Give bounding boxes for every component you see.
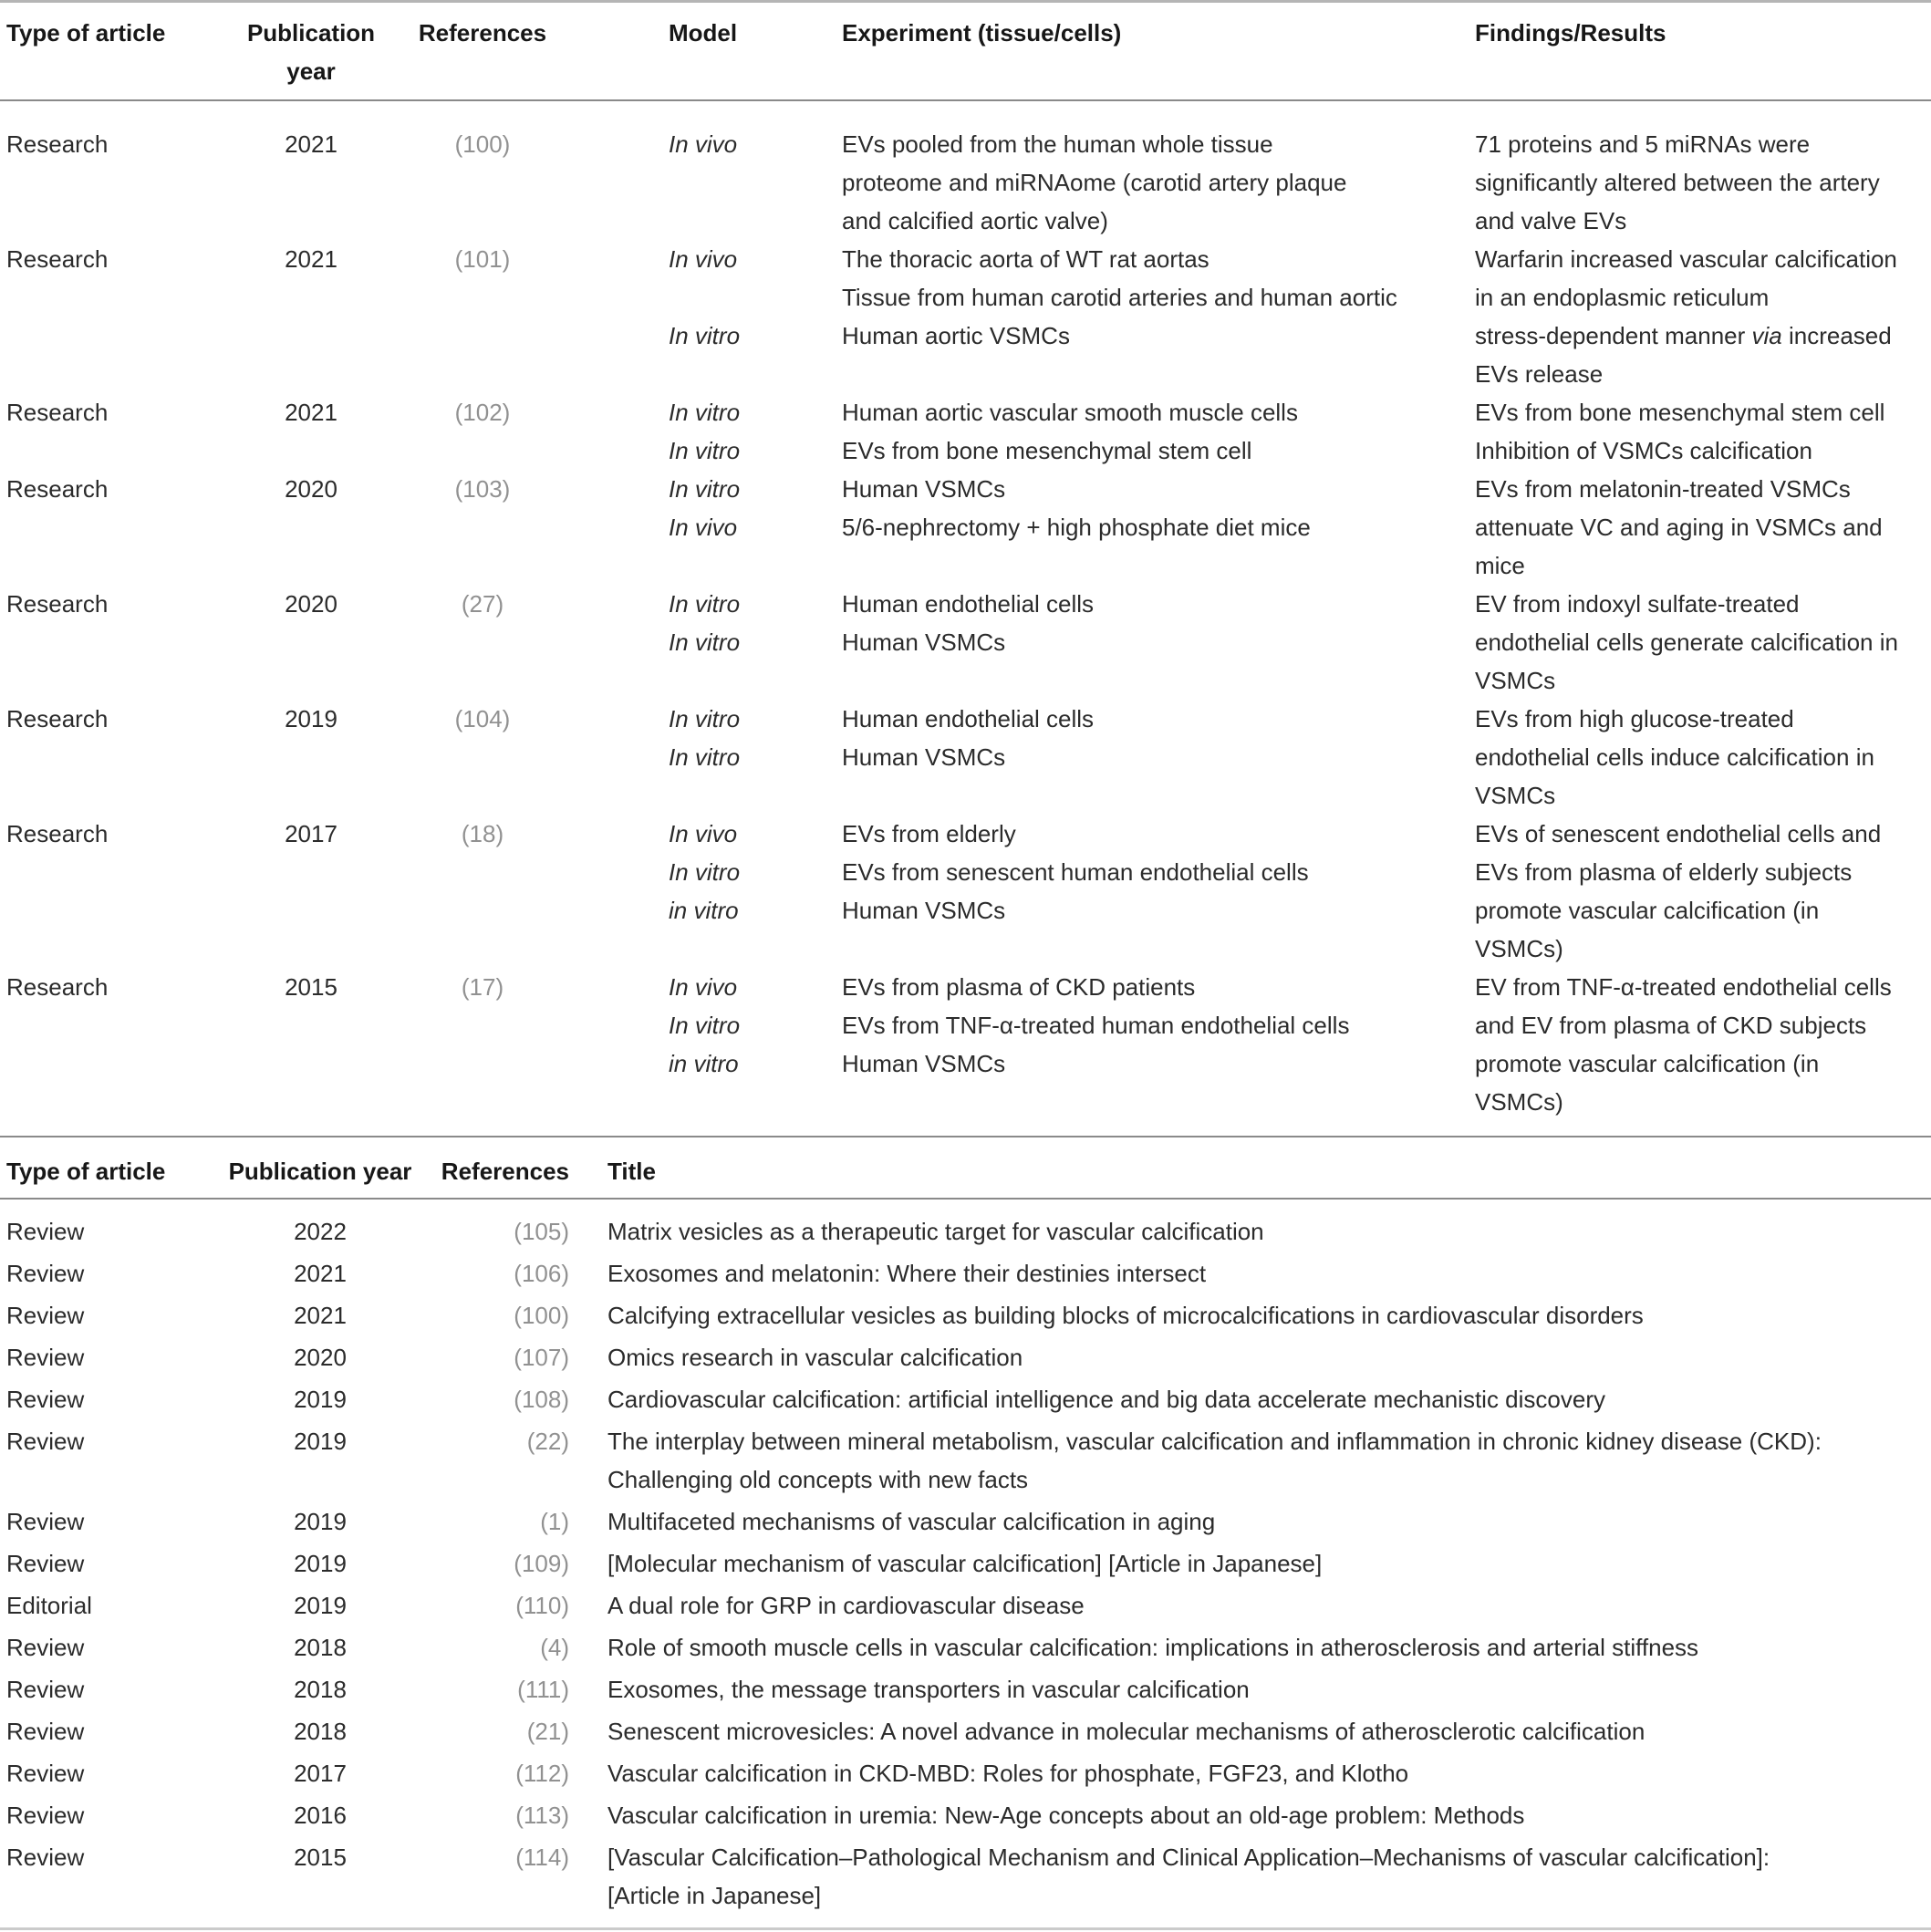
experiment-cell (842, 585, 1466, 700)
publication-year-cell: 2019 (294, 1550, 347, 1577)
table-row (0, 1254, 1931, 1293)
title-cell (591, 1838, 1931, 1915)
findings-line: EV from indoxyl sulfate-treated (1475, 590, 1800, 618)
table1-header-type: Type of article (6, 19, 166, 47)
article-type-cell: Research (6, 820, 109, 847)
table-row (0, 1544, 1931, 1583)
experiment-line: Tissue from human carotid arteries and human aortic (842, 284, 1397, 311)
experiment-cell (842, 700, 1466, 815)
publication-year-cell: 2019 (294, 1592, 347, 1619)
experiment-line: Human aortic vascular smooth muscle cells (842, 399, 1298, 426)
title-line: Calcifying extracellular vesicles as building blocks of microcalcifications in cardiovascular disorders (607, 1302, 1644, 1329)
reference-cell: (110) (515, 1592, 569, 1619)
publication-year-cell: 2021 (285, 245, 337, 273)
reference-cell: (100) (454, 130, 511, 158)
article-type-cell: Research (6, 399, 109, 426)
model-line: In vivo (669, 514, 738, 541)
title-cell (591, 1796, 1931, 1834)
title-cell (591, 1754, 1931, 1792)
model-line: In vitro (669, 590, 741, 618)
table-row (0, 968, 1931, 1121)
findings-cell (1466, 700, 1931, 815)
model-cell (574, 700, 842, 815)
experiment-line: and calcified aortic valve) (842, 207, 1108, 234)
reference-cell: (103) (454, 475, 511, 503)
article-type-cell: Review (6, 1760, 85, 1787)
findings-cell (1466, 470, 1931, 585)
findings-line: VSMCs) (1475, 935, 1563, 962)
title-cell (591, 1296, 1931, 1335)
publication-year-cell: 2018 (294, 1634, 347, 1661)
experiment-line: Human endothelial cells (842, 705, 1095, 732)
experiment-line: EVs pooled from the human whole tissue (842, 130, 1273, 158)
reference-cell: (114) (515, 1844, 569, 1871)
experiment-line: Human VSMCs (842, 475, 1006, 503)
table-row (0, 1796, 1931, 1834)
table2-header-year: Publication year (228, 1158, 412, 1185)
table2-header-row (0, 1137, 1931, 1198)
findings-line: in an endoplasmic reticulum (1475, 284, 1770, 311)
title-cell (591, 1670, 1931, 1709)
experiment-line: EVs from bone mesenchymal stem cell (842, 437, 1252, 464)
findings-line: EVs from high glucose-treated (1475, 705, 1794, 732)
reference-cell: (21) (526, 1718, 569, 1745)
publication-year-cell: 2020 (294, 1344, 347, 1371)
publication-year-cell: 2018 (294, 1676, 347, 1703)
table-row (0, 1212, 1931, 1251)
table-row (0, 1296, 1931, 1335)
publication-year-cell: 2021 (285, 399, 337, 426)
table-row (0, 1838, 1931, 1915)
experiment-line: proteome and miRNAome (carotid artery plaque (842, 169, 1347, 196)
model-cell (574, 815, 842, 968)
article-type-cell: Review (6, 1844, 85, 1871)
title-line: Cardiovascular calcification: artificial intelligence and big data accelerate mechanistic discovery (607, 1386, 1605, 1413)
italic-text: via (1751, 322, 1782, 349)
findings-line: VSMCs (1475, 667, 1556, 694)
model-line: In vitro (669, 743, 741, 771)
title-line: Role of smooth muscle cells in vascular calcification: implications in atherosclerosis and arterial stiffness (607, 1634, 1699, 1661)
publication-year-cell: 2019 (294, 1386, 347, 1413)
table-row (0, 1422, 1931, 1499)
title-line: Senescent microvesicles: A novel advance in molecular mechanisms of atherosclerotic calcification (607, 1718, 1646, 1745)
table-row (0, 240, 1931, 393)
article-type-cell: Editorial (6, 1592, 92, 1619)
model-line: in vitro (669, 1050, 739, 1077)
findings-line: VSMCs) (1475, 1088, 1563, 1116)
model-cell (574, 470, 842, 585)
publication-year-cell: 2019 (294, 1508, 347, 1535)
findings-line: Inhibition of VSMCs calcification (1475, 437, 1812, 464)
experiment-cell (842, 968, 1466, 1121)
article-type-cell: Review (6, 1634, 85, 1661)
findings-line: mice (1475, 552, 1525, 579)
title-line: [Vascular Calcification–Pathological Mechanism and Clinical Application–Mechanisms of vascular calcification]: (607, 1844, 1770, 1871)
reference-cell: (109) (514, 1550, 569, 1577)
experiment-cell (842, 125, 1466, 240)
title-cell (591, 1422, 1931, 1499)
experiment-line: Human aortic VSMCs (842, 322, 1070, 349)
article-type-cell: Review (6, 1802, 85, 1829)
findings-line: EVs from bone mesenchymal stem cell (1475, 399, 1885, 426)
table1-header-year: Publication year (246, 19, 376, 85)
article-type-cell: Research (6, 245, 109, 273)
table2-header-title: Title (607, 1158, 656, 1185)
article-type-cell: Review (6, 1386, 85, 1413)
model-line: In vivo (669, 973, 738, 1001)
title-line: [Molecular mechanism of vascular calcification] [Article in Japanese] (607, 1550, 1323, 1577)
article-type-cell: Review (6, 1550, 85, 1577)
article-type-cell: Research (6, 475, 109, 503)
article-type-cell: Review (6, 1718, 85, 1745)
experiment-line: EVs from senescent human endothelial cells (842, 858, 1309, 886)
model-line: In vitro (669, 628, 741, 656)
reference-cell: (106) (514, 1260, 569, 1287)
model-line: In vivo (669, 820, 738, 847)
model-cell (574, 393, 842, 470)
experiment-cell (842, 393, 1466, 470)
article-type-cell: Review (6, 1508, 85, 1535)
experiment-line: Human VSMCs (842, 628, 1006, 656)
reference-cell: (112) (515, 1760, 569, 1787)
table-row (0, 470, 1931, 585)
title-line: Challenging old concepts with new facts (607, 1466, 1029, 1493)
model-cell (574, 585, 842, 700)
reference-cell: (101) (454, 245, 511, 273)
model-line: In vitro (669, 705, 741, 732)
experiment-line: EVs from elderly (842, 820, 1016, 847)
table-row (0, 700, 1931, 815)
table2-header-references: References (441, 1158, 569, 1185)
table-row (0, 1628, 1931, 1667)
experiment-cell (842, 470, 1466, 585)
table-row (0, 1338, 1931, 1376)
experiment-line: 5/6-nephrectomy + high phosphate diet mice (842, 514, 1311, 541)
model-line: In vitro (669, 399, 741, 426)
findings-line: promote vascular calcification (in (1475, 897, 1820, 924)
model-cell (574, 968, 842, 1121)
table-row (0, 585, 1931, 700)
reference-cell: (17) (461, 973, 504, 1001)
publication-year-cell: 2021 (294, 1302, 347, 1329)
publication-year-cell: 2021 (294, 1260, 347, 1287)
publication-year-cell: 2020 (285, 475, 337, 503)
title-line: A dual role for GRP in cardiovascular disease (607, 1592, 1085, 1619)
reference-cell: (105) (514, 1218, 569, 1245)
table-row (0, 393, 1931, 470)
article-type-cell: Review (6, 1344, 85, 1371)
title-cell (591, 1586, 1931, 1625)
title-cell (591, 1502, 1931, 1541)
publication-year-cell: 2021 (285, 130, 337, 158)
model-line (669, 278, 842, 317)
article-type-cell: Research (6, 590, 109, 618)
reference-cell: (102) (454, 399, 511, 426)
title-line: Vascular calcification in CKD-MBD: Roles for phosphate, FGF23, and Klotho (607, 1760, 1409, 1787)
publication-year-cell: 2017 (294, 1760, 347, 1787)
table-row (0, 1712, 1931, 1750)
article-type-cell: Research (6, 705, 109, 732)
findings-line: EVs of senescent endothelial cells and (1475, 820, 1882, 847)
model-cell (574, 240, 842, 393)
title-line: Omics research in vascular calcification (607, 1344, 1023, 1371)
findings-cell (1466, 393, 1931, 470)
title-cell (591, 1254, 1931, 1293)
bottom-rule (0, 1927, 1931, 1930)
reference-cell: (100) (514, 1302, 569, 1329)
article-type-cell: Review (6, 1428, 85, 1455)
publication-year-cell: 2020 (285, 590, 337, 618)
findings-line (1475, 317, 1931, 355)
reference-cell: (4) (540, 1634, 569, 1661)
title-cell (591, 1628, 1931, 1667)
title-line: Exosomes, the message transporters in vascular calcification (607, 1676, 1250, 1703)
model-line: In vitro (669, 322, 741, 349)
title-cell (591, 1212, 1931, 1251)
article-type-cell: Review (6, 1260, 85, 1287)
findings-line: EVs from melatonin-treated VSMCs (1475, 475, 1851, 503)
table2-body (0, 1200, 1931, 1927)
findings-line: endothelial cells induce calcification in (1475, 743, 1874, 771)
model-line: In vivo (669, 130, 738, 158)
table-row (0, 1586, 1931, 1625)
table-row (0, 815, 1931, 968)
publication-year-cell: 2022 (294, 1218, 347, 1245)
findings-cell (1466, 240, 1931, 393)
reference-cell: (104) (454, 705, 511, 732)
title-line: Vascular calcification in uremia: New-Age concepts about an old-age problem: Methods (607, 1802, 1525, 1829)
text: stress-dependent manner (1475, 322, 1752, 349)
experiment-line: Human VSMCs (842, 1050, 1006, 1077)
model-line: In vitro (669, 475, 741, 503)
findings-line: EV from TNF-α-treated endothelial cells (1475, 973, 1892, 1001)
reference-cell: (18) (461, 820, 504, 847)
findings-line: EVs from plasma of elderly subjects (1475, 858, 1853, 886)
title-cell (591, 1380, 1931, 1418)
findings-line: significantly altered between the artery (1475, 169, 1880, 196)
title-line: Multifaceted mechanisms of vascular calcification in aging (607, 1508, 1216, 1535)
reference-cell: (27) (461, 590, 504, 618)
experiment-cell (842, 815, 1466, 968)
article-type-cell: Review (6, 1302, 85, 1329)
findings-cell (1466, 585, 1931, 700)
article-type-cell: Review (6, 1676, 85, 1703)
findings-cell (1466, 815, 1931, 968)
model-line: In vitro (669, 858, 741, 886)
findings-line: endothelial cells generate calcification in (1475, 628, 1898, 656)
title-cell (591, 1338, 1931, 1376)
experiment-line: EVs from plasma of CKD patients (842, 973, 1196, 1001)
publication-year-cell: 2019 (294, 1428, 347, 1455)
article-type-cell: Research (6, 130, 109, 158)
reference-cell: (108) (514, 1386, 569, 1413)
publication-year-cell: 2016 (294, 1802, 347, 1829)
findings-cell (1466, 968, 1931, 1121)
article-type-cell: Review (6, 1218, 85, 1245)
model-line: in vitro (669, 897, 739, 924)
findings-line: attenuate VC and aging in VSMCs and (1475, 514, 1883, 541)
findings-line: VSMCs (1475, 782, 1556, 809)
publication-year-cell: 2017 (285, 820, 337, 847)
reference-cell: (22) (526, 1428, 569, 1455)
experiment-cell (842, 240, 1466, 393)
experiment-line: EVs from TNF-α-treated human endothelial cells (842, 1012, 1350, 1039)
model-line: In vivo (669, 245, 738, 273)
reference-cell: (111) (517, 1676, 569, 1703)
findings-line: promote vascular calcification (in (1475, 1050, 1820, 1077)
reference-cell: (1) (540, 1508, 569, 1535)
title-cell (591, 1712, 1931, 1750)
title-line: Exosomes and melatonin: Where their destinies intersect (607, 1260, 1207, 1287)
findings-cell (1466, 125, 1931, 240)
table1-header-references: References (418, 19, 547, 47)
publication-year-cell: 2018 (294, 1718, 347, 1745)
title-cell (591, 1544, 1931, 1583)
findings-line: and valve EVs (1475, 207, 1627, 234)
experiment-line: Human endothelial cells (842, 590, 1095, 618)
table1-body (0, 101, 1931, 1136)
experiment-line: The thoracic aorta of WT rat aortas (842, 245, 1209, 273)
table-row (0, 1754, 1931, 1792)
findings-line: 71 proteins and 5 miRNAs were (1475, 130, 1811, 158)
reference-cell: (113) (515, 1802, 569, 1829)
reference-cell: (107) (514, 1344, 569, 1371)
model-line: In vitro (669, 437, 741, 464)
table1-header-findings: Findings/Results (1475, 19, 1666, 47)
table1-header-model: Model (669, 19, 738, 47)
experiment-line: Human VSMCs (842, 743, 1006, 771)
table-row (0, 1502, 1931, 1541)
publication-year-cell: 2015 (294, 1844, 347, 1871)
publication-year-cell: 2019 (285, 705, 337, 732)
findings-line: EVs release (1475, 360, 1604, 388)
title-line: [Article in Japanese] (607, 1882, 822, 1909)
experiment-line: Human VSMCs (842, 897, 1006, 924)
findings-line: and EV from plasma of CKD subjects (1475, 1012, 1867, 1039)
table1-header-experiment: Experiment (tissue/cells) (842, 19, 1122, 47)
title-line: The interplay between mineral metabolism, vascular calcification and inflammation in chronic kidney disease (CKD): (607, 1428, 1822, 1455)
findings-line: Warfarin increased vascular calcification (1475, 245, 1897, 273)
publication-year-cell: 2015 (285, 973, 337, 1001)
table1-header-row (0, 3, 1931, 99)
model-cell (574, 125, 842, 240)
title-line: Matrix vesicles as a therapeutic target for vascular calcification (607, 1218, 1264, 1245)
article-type-cell: Research (6, 973, 109, 1001)
table2-header-type: Type of article (6, 1158, 166, 1185)
table-row (0, 1670, 1931, 1709)
table-row (0, 1380, 1931, 1418)
model-line: In vitro (669, 1012, 741, 1039)
text: increased (1781, 322, 1892, 349)
table-row (0, 125, 1931, 240)
